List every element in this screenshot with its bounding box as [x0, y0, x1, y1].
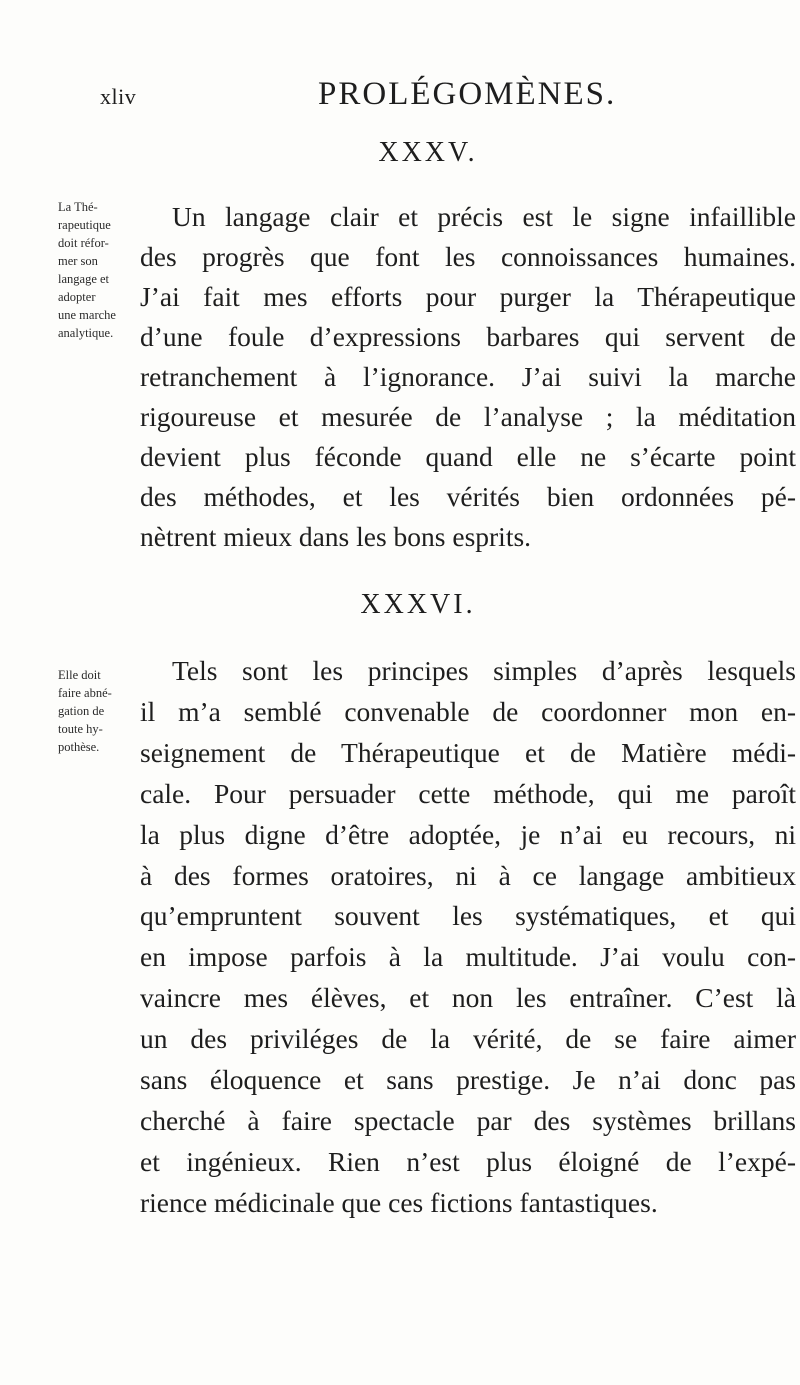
text-line: un des priviléges de la vérité, de se faire aimer [140, 1023, 796, 1055]
text-line: en impose parfois à la multitude. J’ai voulu con- [140, 941, 796, 973]
page-number: xliv [100, 84, 137, 109]
margin-note-line: langage et [58, 272, 110, 286]
text-line: sans éloquence et sans prestige. Je n’ai donc pas [140, 1064, 796, 1096]
text-line: rience médicinale que ces fictions fantastiques. [140, 1186, 658, 1218]
margin-note-line: faire abné- [58, 686, 112, 700]
text-line: seignement de Thérapeutique et de Matière médi- [140, 736, 796, 768]
text-line: devient plus féconde quand elle ne s’écarte point [140, 441, 796, 472]
margin-note-xxxv [58, 198, 128, 342]
paragraph-xxxv [140, 197, 796, 557]
margin-note-line: doit réfor- [58, 236, 109, 250]
text-line: retranchement à l’ignorance. J’ai suivi la marche [140, 361, 796, 392]
margin-note-line: Elle doit [58, 668, 101, 682]
margin-note-line: La Thé- [58, 200, 98, 214]
text-line: il m’a semblé convenable de coordonner mon en- [140, 695, 796, 727]
margin-note-line: adopter [58, 290, 96, 304]
margin-note-xxxvi [58, 666, 128, 756]
text-line: nètrent mieux dans les bons esprits. [140, 521, 532, 552]
margin-note-line: gation de [58, 704, 105, 718]
running-head [0, 76, 800, 116]
text-line: des méthodes, et les vérités bien ordonnées pé- [140, 481, 796, 512]
margin-note-line: pothèse. [58, 740, 100, 754]
running-title: PROLÉGOMÈNES. [318, 76, 617, 112]
section-heading-xxxvi: XXXVI. [360, 589, 476, 620]
text-line: qu’empruntent souvent les systématiques, et qui [140, 900, 796, 932]
text-line: à des formes oratoires, ni à ce langage ambitieux [140, 859, 796, 891]
text-line: Tels sont les principes simples d’après lesquels [172, 655, 796, 686]
section-heading-xxxv: XXXV. [378, 137, 478, 168]
text-line: et ingénieux. Rien n’est plus éloigné de l’expé- [140, 1145, 796, 1177]
text-line: des progrès que font les connoissances humaines. [140, 241, 796, 272]
text-line: la plus digne d’être adoptée, je n’ai eu recours, ni [140, 818, 796, 850]
margin-note-line: toute hy- [58, 722, 103, 736]
text-line: cale. Pour persuader cette méthode, qui me paroît [140, 777, 796, 809]
margin-note-line: une marche [58, 308, 116, 322]
text-line: d’une foule d’expressions barbares qui servent de [140, 321, 796, 352]
margin-note-line: rapeutique [58, 218, 111, 232]
margin-note-line: mer son [58, 254, 98, 268]
paragraph-xxxvi [140, 651, 796, 1224]
text-line: J’ai fait mes efforts pour purger la Thérapeutique [140, 281, 796, 312]
text-line: Un langage clair et précis est le signe infaillible [172, 201, 796, 232]
text-line: vaincre mes élèves, et non les entraîner. C’est là [140, 982, 796, 1014]
text-line: rigoureuse et mesurée de l’analyse ; la méditation [140, 401, 796, 432]
text-line: cherché à faire spectacle par des systèmes brillans [140, 1104, 796, 1136]
margin-note-line: analytique. [58, 326, 114, 340]
